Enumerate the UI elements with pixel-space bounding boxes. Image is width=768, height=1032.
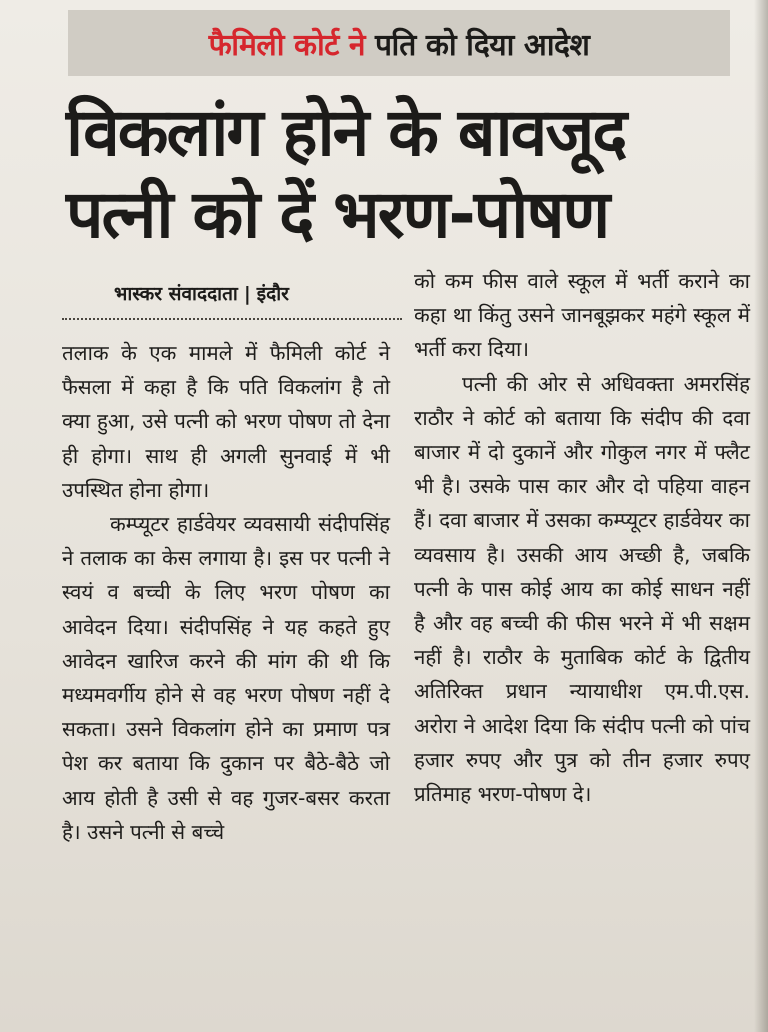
byline-author: भास्कर संवाददाता: [114, 283, 238, 305]
paragraph-2: कम्प्यूटर हार्डवेयर व्यवसायी संदीपसिंह ने तलाक का केस लगाया है। इस पर पत्नी ने स्वयं व बच्ची के लिए भरण पोषण का आवेदन दिया। संदीपसिंह ने यह कहते हुए आवेदन खारिज करने की मांग की थी कि मध्यमवर्गीय होने से वह भरण पोषण नहीं दे सकता। उसने विकलांग होने का प्रमाण पत्र पेश कर बताया कि दुकान पर बैठे-बैठे जो आय होती है उसी से वह गुजर-बसर करता है। उसने पत्नी से बच्चे: [62, 512, 390, 844]
headline-line-2: पत्नी को दें भरण-पोषण: [66, 176, 609, 253]
article-column-right: [414, 264, 750, 811]
article-column-left: [62, 336, 390, 849]
paragraph-1: तलाक के एक मामले में फैमिली कोर्ट ने फैसला में कहा है कि पति विकलांग है तो क्या हुआ, उसे पत्नी को भरण पोषण तो देना ही होगा। साथ ही अगली सुनवाई में भी उपस्थित होना होगा।: [62, 341, 390, 502]
byline-separator: |: [243, 283, 251, 305]
byline-place: इंदौर: [256, 283, 289, 305]
page-edge-shadow: [754, 0, 768, 1032]
byline: [114, 280, 289, 306]
kicker: [209, 23, 590, 64]
kicker-bar: [68, 10, 730, 76]
dotted-divider: [62, 318, 402, 320]
headline: [66, 92, 726, 256]
headline-line-1: विकलांग होने के बावजूद: [66, 94, 626, 171]
paragraph-4: पत्नी की ओर से अधिवक्ता अमरसिंह राठौर ने कोर्ट को बताया कि संदीप की दवा बाजार में दो दुकानें और गोकुल नगर में फ्लैट भी है। उसके पास कार और दो पहिया वाहन हैं। दवा बाजार में उसका कम्प्यूटर हार्डवेयर का व्यवसाय है। उसकी आय अच्छी है, जबकि पत्नी के पास कोई आय का कोई साधन नहीं है और वह बच्ची की फीस भरने में भी सक्षम नहीं है। राठौर के मुताबिक कोर्ट के द्वितीय अतिरिक्त प्रधान न्यायाधीश एम.पी.एस. अरोरा ने आदेश दिया कि संदीप पत्नी को पांच हजार रुपए और पुत्र को तीन हजार रुपए प्रतिमाह भरण-पोषण दे।: [414, 371, 750, 807]
paragraph-3: को कम फीस वाले स्कूल में भर्ती कराने का कहा था किंतु उसने जानबूझकर महंगे स्कूल में भर्ती करा दिया।: [414, 269, 750, 362]
kicker-rest: पति को दिया आदेश: [374, 27, 590, 63]
kicker-highlight: फैमिली कोर्ट ने: [208, 27, 366, 63]
